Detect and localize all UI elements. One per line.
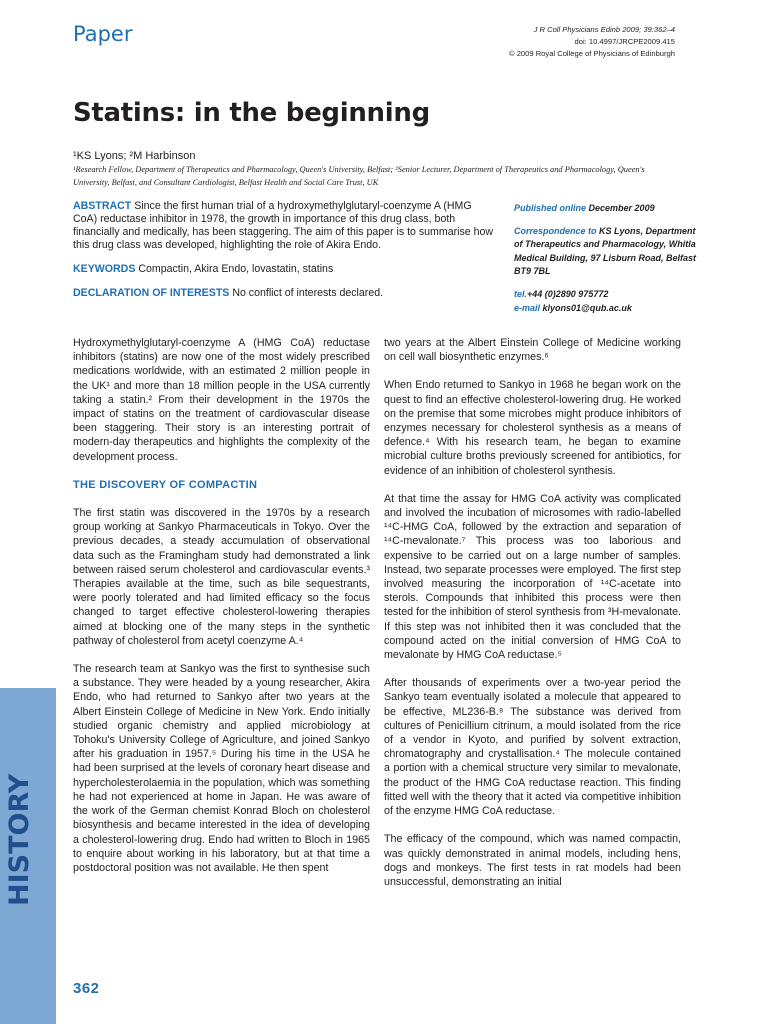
page-number: 362 bbox=[73, 980, 100, 997]
article-title: Statins: in the beginning bbox=[73, 98, 430, 128]
correspondence bbox=[514, 225, 704, 279]
article-authors: ¹KS Lyons; ²M Harbinson bbox=[73, 150, 196, 162]
body-paragraph: Hydroxymethylglutaryl-coenzyme A (HMG CoA) reductase inhibitors (statins) are now one of the most widely prescribed medications worldwide, with an estimated 2 million people in the UK¹ and more than 18 million people in the USA currently taking a statin.² From their development in the 1970s the impact of statins on the treatment of cardiovascular disease been staggering. Their story is an interesting portrait of modern-day therapeutics and highlights the complexity of the development process. bbox=[73, 337, 370, 463]
body-paragraph: At that time the assay for HMG CoA activity was complicated and involved the incubation of microsomes with radio-labelled ¹⁴C-HMG CoA, followed by the extraction and separation of ¹⁴C-mevalonate.⁷ This process was too laborious and expensive to be carried out on a large number of samples. Instead, two separate processes were employed. The first step involved measuring the incorporation of ¹⁴C-acetate into sterols. Compounds that inhibited this process were then tested for the inhibition of sterol synthesis from ³H-mevalonate. If this step was not inhibited then it was concluded that the compound acted on the initial conversion of HMG CoA to mevalonate by HMG CoA reductase.⁵ bbox=[384, 492, 681, 662]
published-label: Published online bbox=[514, 203, 587, 213]
correspondence-address: KS Lyons, Department of Therapeutics and Pharmacology, Whitla Medical Building, 97 Lisburn Road, Belfast BT9 7BL bbox=[514, 225, 697, 277]
email bbox=[514, 302, 704, 316]
correspondence-label: Correspondence to bbox=[514, 225, 597, 236]
body-column-left bbox=[73, 336, 370, 889]
abstract-text: Since the first human trial of a hydroxymethylglutaryl-coenzyme A (HMG CoA) reductase inhibitor in 1978, the growth in importance of this drug class, both financially and medically, has been staggering. The aim of this paper is to summarise how this drug class was developed, highlighting the role of Akira Endo. bbox=[73, 200, 494, 251]
declaration-label: DECLARATION OF INTERESTS bbox=[73, 287, 230, 299]
email-label: e-mail bbox=[514, 302, 541, 313]
citation-copyright: © 2009 Royal College of Physicians of Edinburgh bbox=[508, 49, 675, 58]
body-column-right bbox=[384, 336, 681, 903]
section-tab-label: HISTORY bbox=[4, 773, 35, 906]
tel-number: +44 (0)2890 975772 bbox=[527, 288, 609, 299]
body-paragraph: The research team at Sankyo was the first to synthesise such a substance. They were headed by a young researcher, Akira Endo, who had returned to Sankyo after two years at the Albert Einstein College of Medicine in New York. Endo initially studied organic chemistry and applied microbiology at Tohoku's University College of Agriculture, and joined Sankyo after his graduation in 1957.⁵ During his time in the USA he had been surprised at the levels of coronary heart disease and hypercholesterolaemia in the population, which was something he had not experienced at home in Japan. He was aware of the work of the German chemist Konrad Bloch on cholesterol biosynthesis and became interested in the idea of developing a cholesterol-lowering drug. Endo had written to Bloch in 1965 to enquire about working in his laboratory, but at that time a postdoctoral position was not available. He then spent bbox=[73, 663, 370, 874]
abstract bbox=[73, 200, 498, 252]
body-paragraph: The first statin was discovered in the 1970s by a research group working at Sankyo Pharmaceuticals in Tokyo. Over the previous decades, a steady accumulation of observational data such as the Framingham study had demonstrated a link between raised serum cholesterol and cardiovascular events.³ Therapies available at the time, such as bile sequestrants, were poorly tolerated and had limited efficacy so the focus changed to target effective cholesterol-lowering therapies aimed at blocking one of the many steps in the synthetic pathway of cholesterol from acetyl coenzyme A.⁴ bbox=[73, 507, 370, 647]
body-paragraph: When Endo returned to Sankyo in 1968 he began work on the quest to find an effective cholesterol-lowering drug. He worked on the premise that some microbes might produce inhibitors of enzymes necessary for cholesterol synthesis as a means of defence.⁴ With his research team, he began to examine microbial culture broths previously screened for antibiotics, for evidence of an inhibition of cholesterol synthesis. bbox=[384, 379, 681, 477]
tel-label: tel. bbox=[514, 288, 528, 299]
citation-journal: J R Coll Physicians Edinb 2009; 39:362–4 bbox=[533, 25, 675, 34]
keywords bbox=[73, 263, 498, 276]
declaration-text: No conflict of interests declared. bbox=[232, 287, 384, 299]
citation-doi: doi: 10.4997/JRCPE2009.415 bbox=[574, 37, 675, 46]
body-paragraph: two years at the Albert Einstein College of Medicine working on cell wall biosynthetic enzymes.⁶ bbox=[384, 337, 681, 364]
section-label: Paper bbox=[73, 22, 133, 46]
correspondence-box bbox=[514, 202, 704, 315]
keywords-label: KEYWORDS bbox=[73, 263, 136, 275]
body-paragraph: The efficacy of the compound, which was named compactin, was quickly demonstrated in animal models, including hens, dogs and monkeys. The first tests in rat models had been unsuccessful, demonstrating an initial bbox=[384, 833, 681, 888]
published-online bbox=[514, 202, 704, 216]
article-affiliations: ¹Research Fellow, Department of Therapeutics and Pharmacology, Queen's University, Belfast; ²Senior Lecturer, Department of Therapeutics and Pharmacology, Queen's University, Belfast, and Consultant Cardiologist, Belfast Health and Social Care Trust, UK bbox=[73, 165, 645, 187]
published-date: December 2009 bbox=[588, 203, 655, 213]
telephone bbox=[514, 288, 704, 302]
citation-block bbox=[509, 24, 675, 60]
abstract-label: ABSTRACT bbox=[73, 200, 132, 212]
keywords-text: Compactin, Akira Endo, lovastatin, statins bbox=[138, 263, 334, 275]
declaration bbox=[73, 287, 498, 300]
email-address[interactable]: klyons01@qub.ac.uk bbox=[542, 302, 632, 313]
abstract-block bbox=[73, 200, 498, 311]
section-heading: THE DISCOVERY OF COMPACTIN bbox=[73, 478, 258, 491]
body-paragraph: After thousands of experiments over a two-year period the Sankyo team eventually isolated a molecule that appeared to be effective, ML236-B.⁸ The substance was derived from cultures of Penicillium citrinum, a mould isolated from the rice of a vendor in Kyoto, and purified by solvent extraction, chromatography and crystallisation.⁴ The molecule contained a portion with a chemical structure very similar to mevalonate, the product of the HMG CoA reductase reaction. This finding fitted well with the theory that it acted via competitive inhibition of the enzyme HMG CoA reductase. bbox=[384, 677, 681, 818]
